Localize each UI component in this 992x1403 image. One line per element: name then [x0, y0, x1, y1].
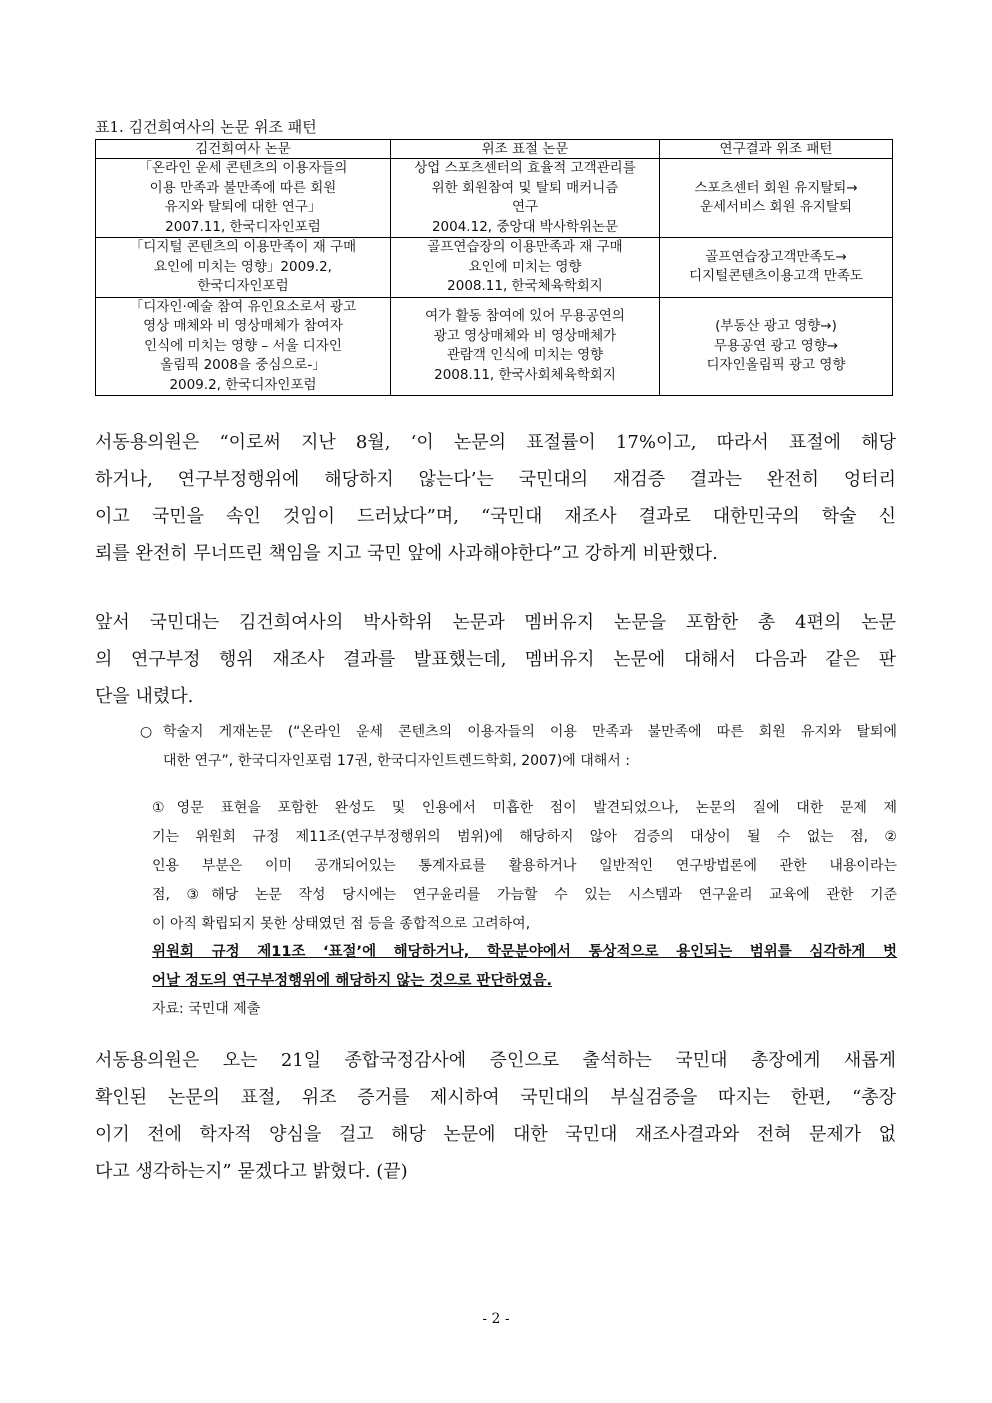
table-cell — [660, 238, 893, 298]
paragraph-line: 단을 내렸다. — [95, 686, 194, 707]
paragraph-closing — [95, 1042, 896, 1190]
cell-line: 「온라인 운세 콘텐츠의 이용자들의 — [138, 160, 348, 176]
table-cell — [96, 159, 391, 238]
cell-line: 운세서비스 회원 유지탈퇴 — [699, 199, 853, 215]
cell-line: 2007.11, 한국디자인포럼 — [165, 218, 321, 235]
table-row — [96, 297, 893, 396]
cell-line: 「디자인·예술 참여 유인요소로서 광고 — [129, 298, 357, 315]
quote-intro — [163, 718, 897, 776]
table-header-row — [96, 140, 893, 159]
cell-line: 한국디자인포럼 — [197, 278, 289, 294]
table-cell — [391, 297, 660, 396]
paragraph-line: 하거나, 연구부정행위에 해당하지 않는다’는 국민대의 재검증 결과는 완전히 엉터리 — [95, 469, 896, 490]
table-cell — [391, 159, 660, 238]
table-row — [96, 159, 893, 238]
cell-line: 관람객 인식에 미치는 영향 — [446, 347, 604, 364]
cell-line: 골프연습장의 이용만족과 재 구매 — [427, 239, 623, 255]
cell-line: 2008.11, 한국사회체육학회지 — [434, 366, 616, 383]
paragraph-line: 앞서 국민대는 김건희여사의 박사학위 논문과 멤버유지 논문을 포함한 총 4편의 논문 — [95, 612, 896, 633]
paragraph-background — [95, 604, 896, 715]
table-cell — [96, 297, 391, 396]
cell-line: 유지와 탈퇴에 대한 연구」 — [164, 199, 322, 215]
quote-body — [152, 794, 897, 939]
plagiarism-table — [95, 139, 893, 396]
cell-line: 위한 회원참여 및 탈퇴 매커니즘 — [431, 179, 619, 196]
table-cell — [660, 297, 893, 396]
quote-line: ①영문 표현을 포함한 완성도 및 인용에서 미흡한 점이 발견되었으나, 논문의 질에 대한 문제 제 — [152, 800, 897, 816]
table-caption: 표1. 김건희여사의 논문 위조 패턴 — [95, 118, 317, 136]
paragraph-line: 서동용의원은 오는 21일 종합국정감사에 증인으로 출석하는 국민대 총장에게 새롭게 — [95, 1050, 896, 1071]
cell-line: 2009.2, 한국디자인포럼 — [169, 376, 317, 393]
cell-line: 2008.11, 한국체육학회지 — [447, 278, 603, 294]
cell-line: 무용공연 광고 영향→ — [713, 337, 839, 354]
cell-line: 광고 영상매체와 비 영상매체가 — [433, 327, 617, 344]
table-header: 연구결과 위조 패턴 — [660, 140, 893, 159]
paragraph-line: 의 연구부정 행위 재조사 결과를 발표했는데, 멤버유지 논문에 대해서 다음과 같은 판 — [95, 649, 896, 670]
table-header: 김건희여사 논문 — [96, 140, 391, 159]
cell-line: 요인에 미치는 영향」2009.2, — [154, 258, 332, 275]
table-cell — [660, 159, 893, 238]
paragraph-line: 뢰를 완전히 무너뜨린 책임을 지고 국민 앞에 사과해야한다”고 강하게 비판했다. — [95, 543, 718, 564]
table-cell — [96, 238, 391, 298]
cell-line: (부동산 광고 영향→) — [715, 318, 837, 334]
cell-line: 디자인올림픽 광고 영향 — [706, 357, 846, 373]
cell-line: 요인에 미치는 영향 — [468, 258, 582, 275]
quote-line: 위원회 규정 제11조 ‘표절’에 해당하거나, 학문분야에서 통상적으로 용인되는 범위를 심각하게 벗 — [152, 944, 897, 960]
paragraph-line: 다고 생각하는지” 묻겠다고 밝혔다. (끝) — [95, 1161, 408, 1182]
bullet-icon: ○ — [140, 724, 153, 740]
table-cell — [391, 238, 660, 298]
cell-line: 디지털콘텐츠이용고객 만족도 — [689, 268, 863, 285]
cell-line: 스포츠센터 회원 유지탈퇴→ — [694, 179, 858, 196]
cell-line: 연구 — [511, 199, 539, 215]
paragraph-criticism — [95, 424, 896, 572]
source-note: 자료: 국민대 제출 — [152, 1001, 261, 1017]
cell-line: 영상 매체와 비 영상매체가 참여자 — [143, 318, 343, 334]
paragraph-line: 서동용의원은 “이로써 지난 8월, ‘이 논문의 표절률이 17%이고, 따라서 표절에 해당 — [95, 432, 896, 453]
quote-line: 이 아직 확립되지 못한 상태였던 점 등을 종합적으로 고려하여, — [152, 916, 531, 932]
paragraph-line: 이기 전에 학자적 양심을 걸고 해당 논문에 대한 국민대 재조사결과와 전혀 문제가 없 — [95, 1124, 896, 1145]
cell-line: 이용 만족과 불만족에 따른 회원 — [149, 179, 337, 196]
cell-line: 「디지털 콘텐츠의 이용만족이 재 구매 — [129, 239, 357, 255]
paragraph-line: 확인된 논문의 표절, 위조 증거를 제시하여 국민대의 부실검증을 따지는 한편, “총장 — [95, 1087, 896, 1108]
page-number: - 2 - — [482, 1311, 510, 1327]
paragraph-line: 이고 국민을 속인 것임이 드러났다”며, “국민대 재조사 결과로 대한민국의 학술 신 — [95, 506, 896, 527]
quote-line: 인용 부분은 이미 공개되어있는 통계자료를 활용하거나 일반적인 연구방법론에 관한 내용이라는 — [152, 858, 897, 874]
table-row — [96, 238, 893, 298]
cell-line: 2004.12, 중앙대 박사학위논문 — [431, 218, 619, 235]
cell-line: 인식에 미치는 영향 – 서울 디자인 — [144, 337, 342, 354]
quote-line: 점, ③해당 논문 작성 당시에는 연구윤리를 가늠할 수 있는 시스템과 연구윤리 교육에 관한 기준 — [152, 887, 897, 903]
cell-line: 골프연습장고객만족도→ — [705, 248, 847, 265]
cell-line: 올림픽 2008을 중심으로-」 — [160, 357, 326, 373]
cell-line: 상업 스포츠센터의 효율적 고객관리를 — [414, 160, 636, 176]
quote-conclusion — [152, 938, 897, 996]
quote-line: 어날 정도의 연구부정행위에 해당하지 않는 것으로 판단하였음. — [152, 973, 552, 989]
quote-line: 대한 연구”, 한국디자인포럼 17권, 한국디자인트렌드학회, 2007)에 대해서 : — [163, 753, 630, 769]
quote-line: 기는 위원회 규정 제11조(연구부정행위의 범위)에 해당하지 않아 검증의 대상이 될 수 없는 점, ② — [152, 829, 897, 845]
cell-line: 여가 활동 참여에 있어 무용공연의 — [425, 308, 625, 325]
quote-line: 학술지 게재논문 (“온라인 운세 콘텐츠의 이용자들의 이용 만족과 불만족에 따른 회원 유지와 탈퇴에 — [163, 724, 897, 740]
table-header: 위조 표절 논문 — [391, 140, 660, 159]
